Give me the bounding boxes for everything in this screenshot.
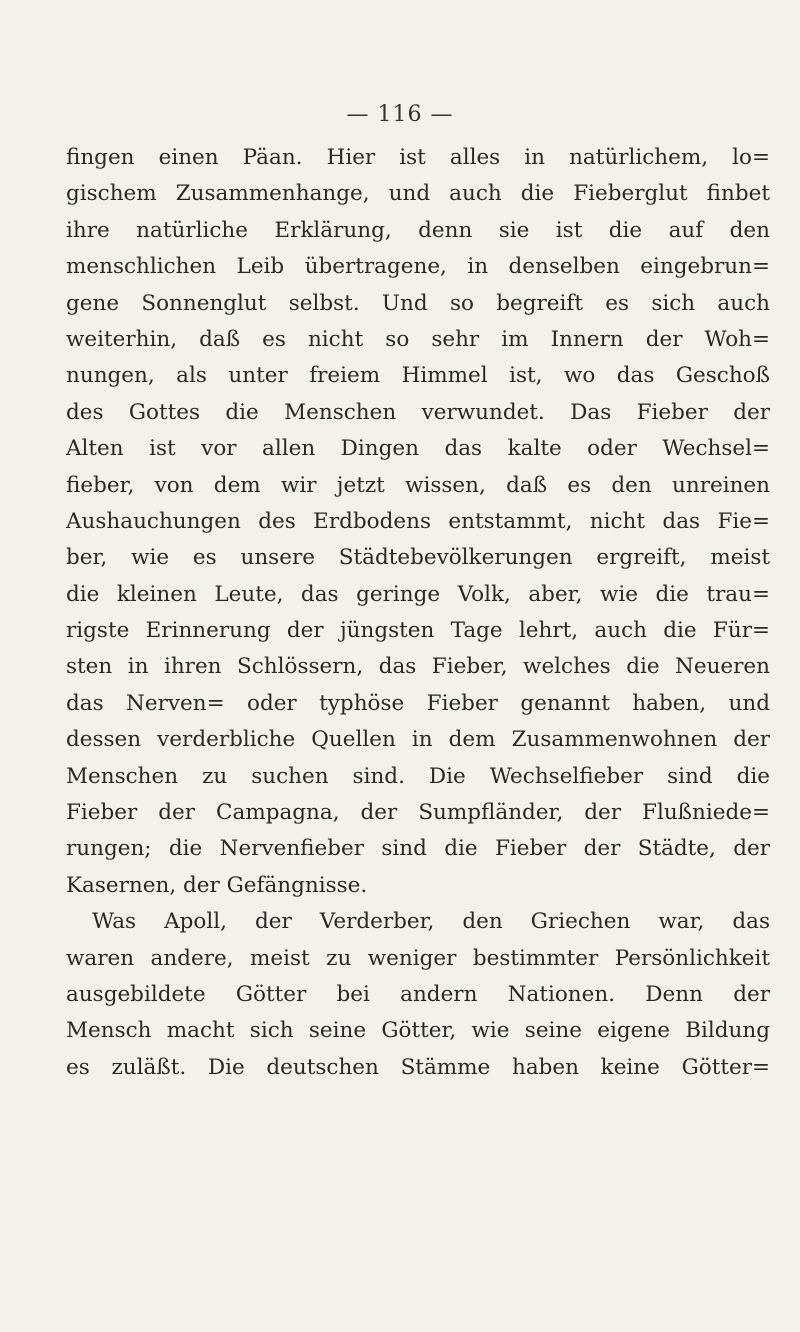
text-line: es zuläßt. Die deutschen Stämme haben keine Götter= [66,1054,770,1080]
page-number: — 116 — [346,102,454,127]
text-line: waren andere, meist zu weniger bestimmter Persönlichkeit [66,945,770,971]
text-line: sten in ihren Schlössern, das Fieber, welches die Neueren [66,654,770,680]
text-line: das Nerven= oder typhöse Fieber genannt haben, und [66,690,770,716]
text-line: Mensch macht sich seine Götter, wie seine eigene Bildung [66,1018,770,1044]
text-line: fieber, von dem wir jetzt wissen, daß es den unreinen [66,472,770,498]
text-line: gischem Zusammenhange, und auch die Fieberglut finbet [66,181,770,207]
text-line: Menschen zu suchen sind. Die Wechselfieber sind die [66,763,770,789]
text-line: nungen, als unter freiem Himmel ist, wo das Geschoß [66,363,770,389]
text-line: ber, wie es unsere Städtebevölkerungen ergreift, meist [66,545,770,571]
text-line: rigste Erinnerung der jüngsten Tage lehrt, auch die Für= [66,618,770,644]
text-line: fingen einen Päan. Hier ist alles in natürlichem, lo= [66,145,770,170]
text-line: Was Apoll, der Verderber, den Griechen war, das [92,909,770,935]
body-text [66,140,770,1086]
text-line: Alten ist vor allen Dingen das kalte oder Wechsel= [66,436,770,462]
text-line: des Gottes die Menschen verwundet. Das Fieber der [66,399,770,425]
text-line: Fieber der Campagna, der Sumpfländer, der Flußniede= [66,800,770,826]
text-line: rungen; die Nervenfieber sind die Fieber der Städte, der [66,836,770,862]
text-line: Kasernen, der Gefängnisse. [66,872,368,898]
text-line: dessen verderbliche Quellen in dem Zusammenwohnen der [66,727,770,753]
text-line: ihre natürliche Erklärung, denn sie ist die auf den [66,217,770,243]
text-line: menschlichen Leib übertragene, in denselben eingebrun= [66,254,770,280]
text-line: Aushauchungen des Erdbodens entstammt, nicht das Fie= [66,508,770,534]
text-line: ausgebildete Götter bei andern Nationen. Denn der [66,981,770,1007]
text-line: weiterhin, daß es nicht so sehr im Innern der Woh= [66,326,770,352]
text-line: die kleinen Leute, das geringe Volk, aber, wie die trau= [66,581,770,607]
text-line: gene Sonnenglut selbst. Und so begreift es sich auch [66,290,770,316]
